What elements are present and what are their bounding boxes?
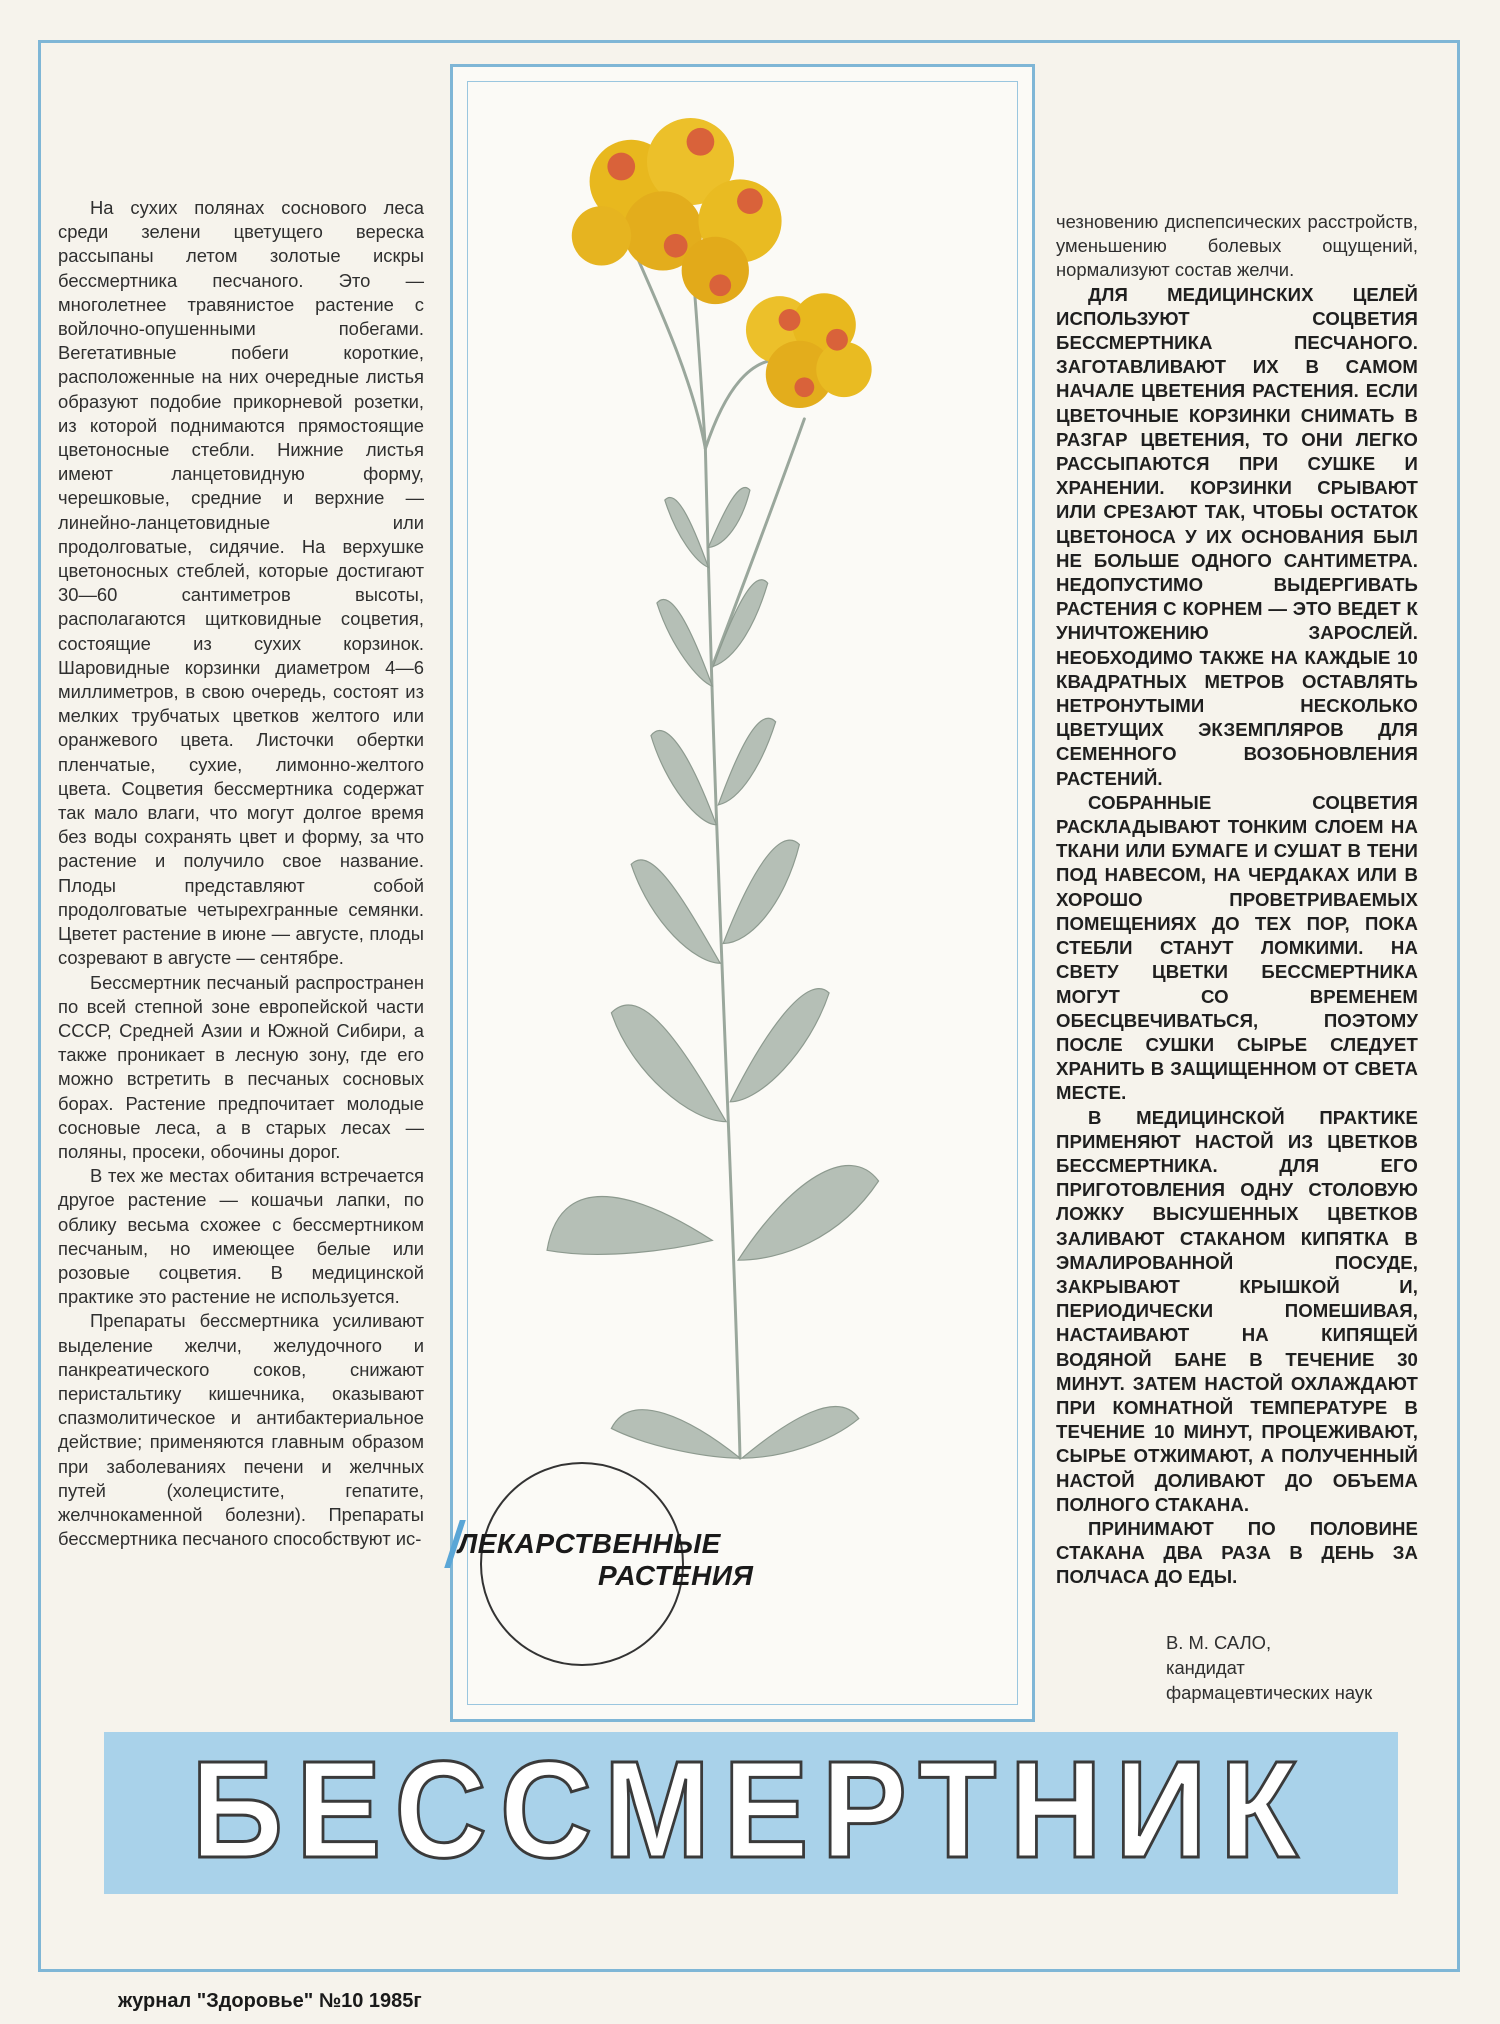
author-degree: кандидат [1166, 1657, 1245, 1678]
author-degree: фармацевтических наук [1166, 1682, 1373, 1703]
source-caption: журнал "Здоровье" №10 1985г [118, 1990, 422, 2012]
paragraph: ПРИНИМАЮТ ПО ПОЛОВИНЕ СТАКАНА ДВА РАЗА В ДЕНЬ ЗА ПОЛЧАСА ДО ЕДЫ. [1056, 1517, 1418, 1588]
right-text-column [1056, 210, 1418, 1590]
paragraph: В МЕДИЦИНСКОЙ ПРАКТИКЕ ПРИМЕНЯЮТ НАСТОЙ ИЗ ЦВЕТКОВ БЕССМЕРТНИКА. ДЛЯ ЕГО ПРИГОТОВЛЕНИЯ ОДНУ СТОЛОВУЮ ЛОЖКУ ВЫСУШЕННЫХ ЦВЕТКОВ ЗАЛИВАЮТ СТАКАНОМ КИПЯТКА В ЭМАЛИРОВАННОЙ ПОСУДЕ, ЗАКРЫВАЮТ КРЫШКОЙ И, ПЕРИОДИЧЕСКИ ПОМЕШИВАЯ, НАСТАИВАЮТ НА КИПЯЩЕЙ ВОДЯНОЙ БАНЕ В ТЕЧЕНИЕ 30 МИНУТ. ЗАТЕМ НАСТОЙ ОХЛАЖДАЮТ ПРИ КОМНАТНОЙ ТЕМПЕРАТУРЕ В ТЕЧЕНИЕ 10 МИНУТ, ПРОЦЕЖИВАЮТ, СЫРЬЕ ОТЖИМАЮТ, А ПОЛУЧЕННЫЙ НАСТОЙ ДОЛИВАЮТ ДО ОБЪЕМА ПОЛНОГО СТАКАНА. [1056, 1106, 1418, 1515]
paragraph: ДЛЯ МЕДИЦИНСКИХ ЦЕЛЕЙ ИСПОЛЬЗУЮТ СОЦВЕТИЯ БЕССМЕРТНИКА ПЕСЧАНОГО. ЗАГОТАВЛИВАЮТ ИХ В САМОМ НАЧАЛЕ ЦВЕТЕНИЯ РАСТЕНИЯ. ЕСЛИ ЦВЕТОЧНЫЕ КОРЗИНКИ СНИМАТЬ В РАЗГАР ЦВЕТЕНИЯ, ТО ОНИ ЛЕГКО РАССЫПАЮТСЯ ПРИ СУШКЕ И ХРАНЕНИИ. КОРЗИНКИ СРЫВАЮТ ИЛИ СРЕЗАЮТ ТАК, ЧТОБЫ ОСТАТОК ЦВЕТОНОСА У ИХ ОСНОВАНИЯ БЫЛ НЕ БОЛЬШЕ ОДНОГО САНТИМЕТРА. НЕДОПУСТИМО ВЫДЕРГИВАТЬ РАСТЕНИЯ С КОРНЕМ — ЭТО ВЕДЕТ К УНИЧТОЖЕНИЮ ЗАРОСЛЕЙ. НЕОБХОДИМО ТАКЖЕ НА КАЖДЫЕ 10 КВАДРАТНЫХ МЕТРОВ ОСТАВЛЯТЬ НЕТРОНУТЫМИ НЕСКОЛЬКО ЦВЕТУЩИХ ЭКЗЕМПЛЯРОВ ДЛЯ СЕМЕННОГО ВОЗОБНОВЛЕНИЯ РАСТЕНИЙ. [1056, 283, 1418, 789]
article-title-graphic [104, 1732, 1398, 1894]
paragraph: В тех же местах обитания встречается другое растение — кошачьи лапки, по облику весьма схожее с бессмертником песчаным, но имеющее белые или розовые соцветия. В медицинской практике это растение не используется. [58, 1165, 424, 1308]
paragraph: чезновению диспепсических расстройств, уменьшению болевых ощущений, нормализуют состав желчи. [1056, 211, 1418, 281]
author-name: В. М. САЛО, [1166, 1632, 1272, 1653]
paragraph: На сухих полянах соснового леса среди зелени цветущего вереска рассыпаны летом золотые искры бессмертника песчаного. Это — многолетнее травянистое растение с войлочно-опушенными побегами. Вегетативные побеги короткие, расположенные на них очередные листья образуют подобие прикорневой розетки, из которой поднимаются прямостоящие цветоносные стебли. Нижние листья имеют ланцетовидную форму, черешковые, средние и верхние — линейно-ланцетовидные или продолговатые, сидячие. На верхушке цветоносных стеблей, которые достигают 30—60 сантиметров высоты, располагаются щитковидные соцветия, состоящие из сухих корзинок. Шаровидные корзинки диаметром 4—6 миллиметров, в свою очередь, состоят из мелких трубчатых цветков желтого или оранжевого цвета. Листочки обертки пленчатые, сухие, лимонно-желтого цвета. Соцветия бессмертника содержат так мало влаги, что могут долгое время без воды сохранять цвет и форму, за что растение и получило свое название. Плоды представляют собой продолговатые четырехгранные семянки. Цветет растение в июне — августе, плоды созревают в августе — сентябре. [58, 197, 424, 969]
author-byline [1166, 1630, 1372, 1705]
paragraph: СОБРАННЫЕ СОЦВЕТИЯ РАСКЛАДЫВАЮТ ТОНКИМ СЛОЕМ НА ТКАНИ ИЛИ БУМАГЕ И СУШАТ В ТЕНИ ПОД НАВЕСОМ, НА ЧЕРДАКАХ ИЛИ В ХОРОШО ПРОВЕТРИВАЕМЫХ ПОМЕЩЕНИЯХ ДО ТЕХ ПОР, ПОКА СТЕБЛИ СТАНУТ ЛОМКИМИ. НА СВЕТУ ЦВЕТКИ БЕССМЕРТНИКА МОГУТ СО ВРЕМЕНЕМ ОБЕСЦВЕЧИВАТЬСЯ, ПОЭТОМУ ПОСЛЕ СУШКИ СЫРЬЕ СЛЕДУЕТ ХРАНИТЬ В ЗАЩИЩЕННОМ ОТ СВЕТА МЕСТЕ. [1056, 791, 1418, 1104]
left-text-column [58, 196, 424, 1551]
logo-line-1: ЛЕКАРСТВЕННЫЕ [458, 1528, 721, 1559]
title-band [104, 1732, 1398, 1894]
series-logo [440, 1462, 760, 1682]
logo-line-2: РАСТЕНИЯ [598, 1560, 754, 1591]
flower-cluster-top [572, 118, 782, 304]
article-title: БЕССМЕРТНИК [191, 1733, 1311, 1887]
paragraph: Препараты бессмертника усиливают выделение желчи, желудочного и панкреатического соков, снижают перистальтику кишечника, оказывают спазмолитическое и антибактериальное действие; применяются главным образом при заболеваниях печени и желчных путей (холецистите, гепатите, желчнокаменной болезни). Препараты бессмертника песчаного способствуют ис- [58, 1310, 424, 1550]
flower-cluster-side [746, 293, 872, 408]
paragraph: Бессмертник песчаный распространен по всей степной зоне европейской части СССР, Средней Азии и Южной Сибири, а также проникает в лесную зону, где его можно встретить в песчаных сосновых борах. Растение предпочитает молодые сосновые леса, а в старых лесах — поляны, просеки, обочины дорог. [58, 971, 424, 1162]
